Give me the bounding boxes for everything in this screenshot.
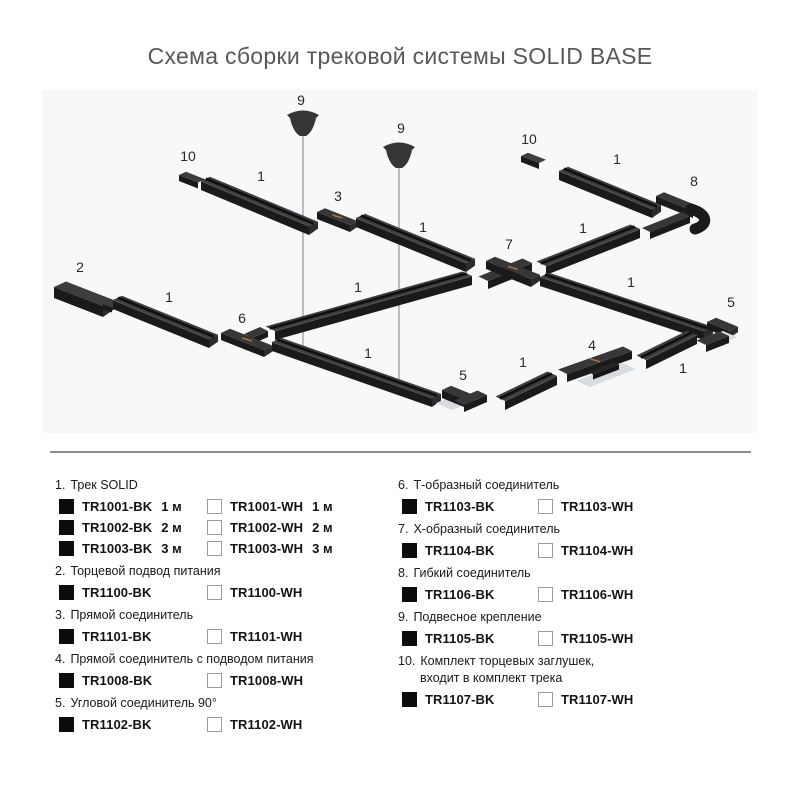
diagram-callout-label: 5 xyxy=(727,294,735,310)
color-checkbox-white xyxy=(207,520,222,535)
track-segment-front xyxy=(559,171,652,218)
part-name-text: Комплект торцевых заглушек, xyxy=(420,654,595,668)
legend-section xyxy=(398,655,773,707)
flexible-connector-bend xyxy=(691,209,705,229)
part-number: 9. xyxy=(398,610,409,624)
part-number: 1. xyxy=(55,478,66,492)
part-number: 3. xyxy=(55,608,66,622)
part-code: TR1106-BK xyxy=(425,587,495,602)
legend-section xyxy=(55,653,390,688)
part-name xyxy=(55,609,390,622)
track-segment-front xyxy=(201,181,309,235)
part-code: TR1001-BK xyxy=(82,499,153,514)
legend-cell-wh xyxy=(207,520,355,535)
color-checkbox-black xyxy=(59,499,74,514)
diagram-callout-label: 2 xyxy=(76,259,84,275)
diagram-callout-label: 4 xyxy=(588,337,596,353)
legend-cell-wh xyxy=(207,673,355,688)
track-segment-channel xyxy=(277,340,437,396)
part-code: TR1104-WH xyxy=(561,543,634,558)
part-number: 6. xyxy=(398,478,409,492)
legend-cell-bk xyxy=(59,717,207,732)
diagram-callout-label: 1 xyxy=(354,279,362,295)
legend-cell-wh xyxy=(207,629,355,644)
legend-row xyxy=(402,692,773,707)
legend-section xyxy=(55,609,390,644)
track-segment-rim xyxy=(113,300,209,339)
legend-cell-wh xyxy=(538,631,674,646)
legend-row xyxy=(402,587,773,602)
legend-cell-wh xyxy=(538,543,674,558)
part-code: TR1101-WH xyxy=(230,629,303,644)
part-name xyxy=(55,565,390,578)
part-name-text: Торцевой подвод питания xyxy=(70,564,221,578)
legend-cell-bk xyxy=(402,499,538,514)
diagram-callout-label: 1 xyxy=(579,220,587,236)
part-name xyxy=(398,479,773,492)
diagram-callout-label: 10 xyxy=(180,148,196,164)
track-segment-front xyxy=(546,229,640,275)
diagram-callout-label: 1 xyxy=(627,274,635,290)
legend-cell-wh xyxy=(538,692,674,707)
part-name-text: Трек SOLID xyxy=(70,478,138,492)
part-code: TR1101-BK xyxy=(82,629,152,644)
legend-cell-bk xyxy=(59,585,207,600)
color-checkbox-white xyxy=(538,692,553,707)
part-quantity: 1 м xyxy=(312,499,333,514)
diagram-callout-label: 1 xyxy=(679,360,687,376)
color-checkbox-black xyxy=(402,499,417,514)
color-checkbox-white xyxy=(538,543,553,558)
part-name xyxy=(398,523,773,536)
legend-cell-wh xyxy=(207,585,355,600)
assembly-diagram xyxy=(42,90,757,433)
color-checkbox-white xyxy=(538,499,553,514)
color-checkbox-white xyxy=(207,629,222,644)
page-title: Схема сборки трековой системы SOLID BASE xyxy=(147,43,653,69)
part-code: TR1103-BK xyxy=(425,499,495,514)
part-code: TR1002-WH xyxy=(230,520,304,535)
color-checkbox-white xyxy=(538,587,553,602)
track-segment-front xyxy=(272,342,432,407)
diagram-callout-label: 9 xyxy=(397,120,405,136)
diagram-callout-label: 7 xyxy=(505,236,513,252)
legend-row xyxy=(59,629,390,644)
color-checkbox-white xyxy=(207,499,222,514)
color-checkbox-white xyxy=(538,631,553,646)
track-segment-front xyxy=(275,276,472,340)
part-number: 10. xyxy=(398,654,416,668)
color-checkbox-black xyxy=(402,631,417,646)
diagram-callout-label: 1 xyxy=(419,219,427,235)
diagram-callout-label: 10 xyxy=(521,131,537,147)
track-segment-front xyxy=(113,300,209,348)
legend-cell-wh xyxy=(538,587,674,602)
color-checkbox-black xyxy=(59,717,74,732)
part-name-text: Угловой соединитель 90° xyxy=(70,696,217,710)
track-segment-rim xyxy=(540,277,704,331)
part-name-text: Прямой соединитель xyxy=(70,608,194,622)
part-number: 5. xyxy=(55,696,66,710)
track-segment-front xyxy=(356,218,466,272)
part-code: TR1008-WH xyxy=(230,673,304,688)
diagram-callout-label: 8 xyxy=(690,173,698,189)
legend-cell-bk xyxy=(402,543,538,558)
color-checkbox-black xyxy=(59,541,74,556)
color-checkbox-black xyxy=(59,673,74,688)
part-code: TR1008-BK xyxy=(82,673,153,688)
legend-cell-bk xyxy=(402,587,538,602)
legend-cell-bk xyxy=(59,499,207,514)
track-segment-rim xyxy=(546,229,640,266)
part-code: TR1104-BK xyxy=(425,543,495,558)
part-code: TR1105-BK xyxy=(425,631,495,646)
part-code: TR1107-WH xyxy=(561,692,634,707)
legend-row xyxy=(59,673,390,688)
color-checkbox-white xyxy=(207,585,222,600)
legend-column-right xyxy=(398,479,773,716)
part-code: TR1100-WH xyxy=(230,585,303,600)
part-quantity: 2 м xyxy=(161,520,182,535)
color-checkbox-white xyxy=(207,541,222,556)
part-name xyxy=(55,697,390,710)
part-quantity: 3 м xyxy=(312,541,333,556)
diagram-callout-label: 6 xyxy=(238,310,246,326)
part-code: TR1003-BK xyxy=(82,541,153,556)
legend-section xyxy=(398,567,773,602)
legend-row xyxy=(59,541,390,556)
section-divider xyxy=(50,451,751,453)
pendant-mount-canopy xyxy=(287,111,319,137)
legend-section xyxy=(55,565,390,600)
legend-cell-bk xyxy=(402,631,538,646)
legend-section xyxy=(398,611,773,646)
color-checkbox-black xyxy=(59,629,74,644)
legend-row xyxy=(59,499,390,514)
legend-row xyxy=(59,520,390,535)
part-name-text: Т-образный соединитель xyxy=(413,478,560,492)
track-segment-rim xyxy=(356,218,466,263)
part-code: TR1001-WH xyxy=(230,499,304,514)
part-number: 2. xyxy=(55,564,66,578)
track-segment-front xyxy=(540,277,704,340)
part-name xyxy=(398,655,773,668)
color-checkbox-white xyxy=(207,673,222,688)
legend-row xyxy=(402,499,773,514)
track-segment-rim xyxy=(559,171,652,209)
track-segment-rim xyxy=(272,342,432,398)
legend-column-left xyxy=(55,479,390,741)
color-checkbox-black xyxy=(402,543,417,558)
legend-row xyxy=(402,631,773,646)
legend-row xyxy=(59,585,390,600)
track-segment-channel xyxy=(206,179,314,224)
color-checkbox-black xyxy=(59,585,74,600)
part-code: TR1102-WH xyxy=(230,717,303,732)
part-code: TR1105-WH xyxy=(561,631,634,646)
diagram-callout-label: 9 xyxy=(297,92,305,108)
color-checkbox-black xyxy=(402,587,417,602)
part-code: TR1103-WH xyxy=(561,499,634,514)
color-checkbox-black xyxy=(402,692,417,707)
legend-section xyxy=(398,523,773,558)
legend-cell-wh xyxy=(207,541,355,556)
part-name-text: Х-образный соединитель xyxy=(413,522,560,536)
legend-section xyxy=(398,479,773,514)
diagram-callout-label: 1 xyxy=(613,151,621,167)
diagram-callout-label: 1 xyxy=(257,168,265,184)
part-number: 4. xyxy=(55,652,66,666)
assembly-diagram-svg xyxy=(42,90,757,433)
part-name-text: Гибкий соединитель xyxy=(413,566,531,580)
part-quantity: 1 м xyxy=(161,499,182,514)
diagram-callout-label: 1 xyxy=(165,289,173,305)
pendant-mount-canopy xyxy=(383,143,415,169)
color-checkbox-black xyxy=(59,520,74,535)
legend-cell-bk xyxy=(59,520,207,535)
part-code: TR1107-BK xyxy=(425,692,495,707)
part-name xyxy=(398,567,773,580)
legend-row xyxy=(59,717,390,732)
legend-cell-bk xyxy=(59,629,207,644)
part-number: 7. xyxy=(398,522,409,536)
part-quantity: 3 м xyxy=(161,541,182,556)
part-name xyxy=(55,653,390,666)
legend-cell-wh xyxy=(207,717,355,732)
track-segment-channel xyxy=(361,216,471,261)
track-segment-rim xyxy=(201,181,309,226)
diagram-callout-label: 5 xyxy=(459,367,467,383)
part-code: TR1002-BK xyxy=(82,520,153,535)
color-checkbox-white xyxy=(207,717,222,732)
part-code: TR1106-WH xyxy=(561,587,634,602)
diagram-callout-label: 1 xyxy=(364,345,372,361)
legend-cell-bk xyxy=(59,673,207,688)
legend-cell-bk xyxy=(59,541,207,556)
part-name-text: Подвесное крепление xyxy=(413,610,542,624)
part-quantity: 2 м xyxy=(312,520,333,535)
legend-section xyxy=(55,479,390,556)
part-name xyxy=(55,479,390,492)
part-number: 8. xyxy=(398,566,409,580)
legend-row xyxy=(402,543,773,558)
part-name xyxy=(398,611,773,624)
track-segment-rim xyxy=(275,276,472,331)
legend-section xyxy=(55,697,390,732)
legend-cell-wh xyxy=(538,499,674,514)
part-code: TR1003-WH xyxy=(230,541,304,556)
part-name-line2: входит в комплект трека xyxy=(420,671,563,685)
part-code: TR1102-BK xyxy=(82,717,152,732)
legend-cell-bk xyxy=(402,692,538,707)
part-code: TR1100-BK xyxy=(82,585,152,600)
legend-cell-wh xyxy=(207,499,355,514)
diagram-callout-label: 1 xyxy=(519,354,527,370)
part-name-text: Прямой соединитель с подводом питания xyxy=(70,652,314,666)
diagram-callout-label: 3 xyxy=(334,188,342,204)
track-segment-channel xyxy=(270,274,467,329)
